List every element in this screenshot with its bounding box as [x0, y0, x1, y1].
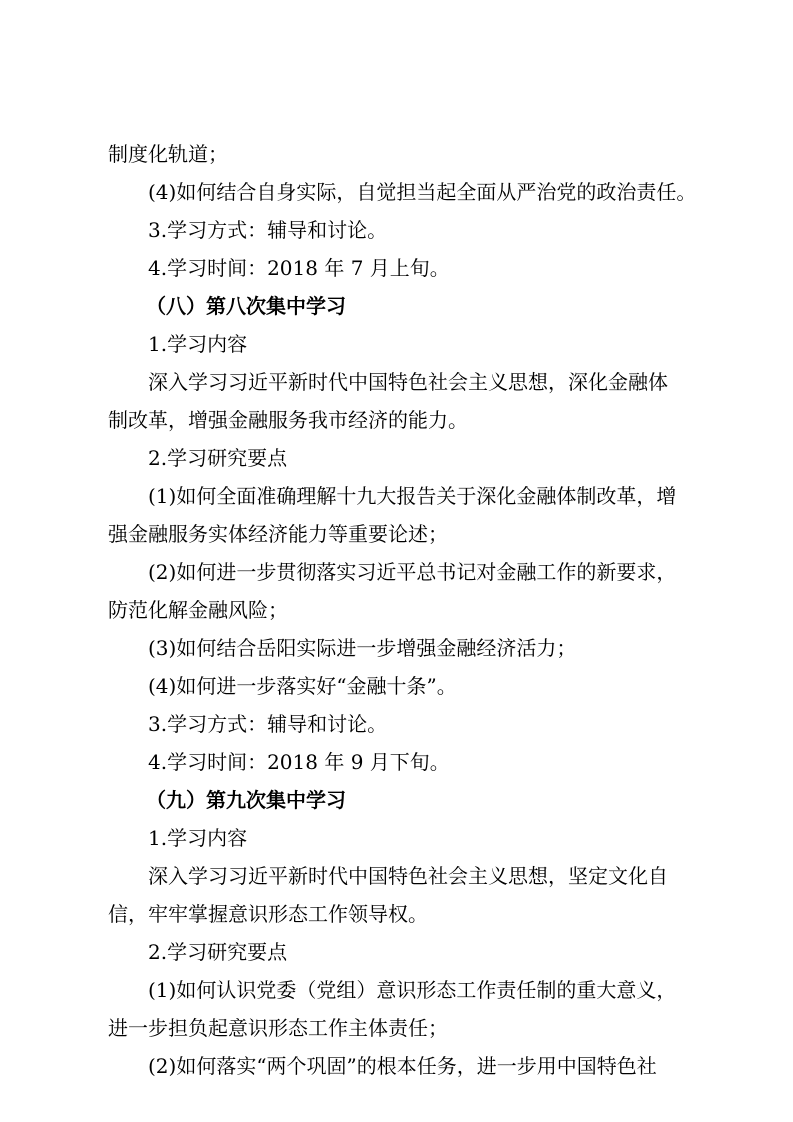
text-line: (2)如何进一步贯彻落实习近平总书记对金融工作的新要求， — [148, 560, 677, 584]
text-line: (1)如何认识党委（党组）意识形态工作责任制的重大意义， — [148, 978, 677, 1002]
text-line: 2.学习研究要点 — [148, 446, 288, 470]
text-line: (4)如何进一步落实好“金融十条”。 — [148, 674, 457, 698]
section-heading: （八）第八次集中学习 — [146, 294, 346, 318]
text-line: (1)如何全面准确理解十九大报告关于深化金融体制改革，增 — [148, 484, 677, 508]
text-line: 1.学习内容 — [148, 826, 248, 850]
text-line: 3.学习方式：辅导和讨论。 — [148, 712, 388, 736]
text-line: 信，牢牢掌握意识形态工作领导权。 — [108, 902, 428, 926]
text-line: (4)如何结合自身实际，自觉担当起全面从严治党的政治责任。 — [148, 180, 697, 204]
text-line: (2)如何落实“两个巩固”的根本任务，进一步用中国特色社 — [148, 1054, 657, 1078]
text-line: 深入学习习近平新时代中国特色社会主义思想，坚定文化自 — [148, 864, 668, 888]
text-line: 防范化解金融风险； — [108, 598, 288, 622]
text-line: 1.学习内容 — [148, 332, 248, 356]
text-line: 强金融服务实体经济能力等重要论述； — [108, 522, 448, 546]
text-line: 4.学习时间：2018 年 9 月下旬。 — [148, 750, 450, 774]
text-line: 深入学习习近平新时代中国特色社会主义思想，深化金融体 — [148, 370, 668, 394]
section-heading: （九）第九次集中学习 — [146, 788, 346, 812]
text-line: 制改革，增强金融服务我市经济的能力。 — [108, 408, 468, 432]
text-line: 进一步担负起意识形态工作主体责任； — [108, 1016, 448, 1040]
text-line: 4.学习时间：2018 年 7 月上旬。 — [148, 256, 450, 280]
text-line: 3.学习方式：辅导和讨论。 — [148, 218, 388, 242]
text-line: (3)如何结合岳阳实际进一步增强金融经济活力； — [148, 636, 577, 660]
text-line: 2.学习研究要点 — [148, 940, 288, 964]
text-line: 制度化轨道； — [108, 142, 228, 166]
